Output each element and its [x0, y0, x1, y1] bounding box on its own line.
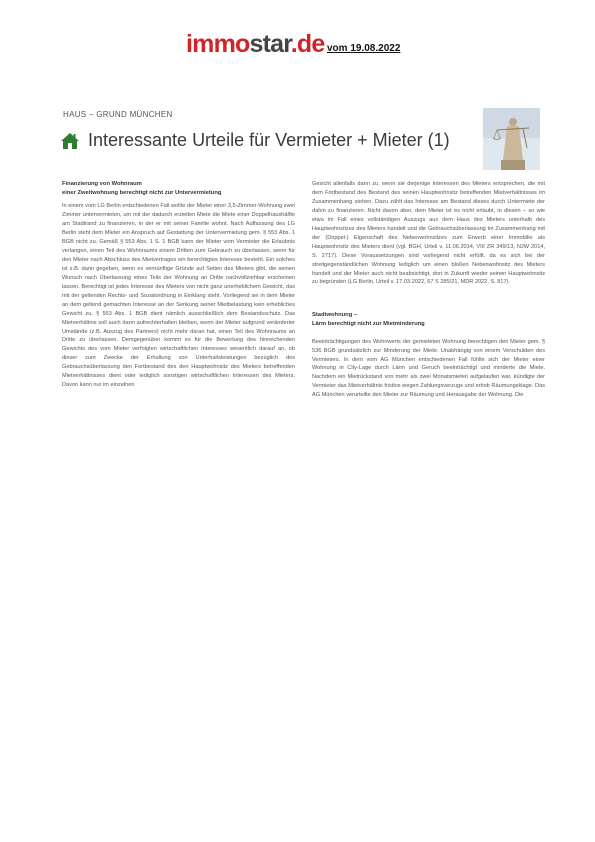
- article2-heading-line2: Lärm berechtigt nicht zur Mietminderung: [312, 321, 425, 328]
- article2-body: Beeinträchtigungen des Wohnwerts der gemieteten Wohnung berechtigen den Mieter gem. § 536 BGB grundsätzlich zur Minderung der Miete. Unabhängig von einem Verschulden des Vermieters. In dem vom AG München entschiedenen Fall fühlte sich der Mieter einer Wohnung in City-Lage durch Lärm und Geruch beeinträchtigt und minderte die Miete. Nachdem ein Mietrückstand von mehr als zwei Monatsmieten aufgelaufen war, kündigte der Vermieter das Mietverhältnis fristlos wegen Zahlungsverzugs und erhob Räumungsklage. Das AG München verurteilte den Mieter zur Räumung und Herausgabe der Wohnung. Die: [312, 338, 545, 399]
- immostar-logo: immostar.de: [186, 30, 325, 58]
- article1-heading-line1: Finanzierung von Wohnraum: [62, 181, 142, 187]
- title-row: [60, 130, 450, 151]
- article2-heading-line1: Stadtwohnung –: [312, 312, 358, 319]
- right-column: [312, 180, 545, 400]
- section-label: HAUS – GRUND MÜNCHEN: [63, 110, 173, 119]
- article1-heading-line2: einer Zweitwohnung berechtigt nicht zur Untervermietung: [62, 189, 222, 196]
- justitia-statue-image: [483, 108, 540, 170]
- left-column: [62, 180, 295, 390]
- article1-body-part2: Gesicht allenfalls dann zu, wenn sie derjenige Interessen des Mieters entsprechen, die mit dem Fortbestand des Bestand des seinen Hauptwohnsitz betreffenden Mietverhältnisses im Zusammenhang stehen. Dazu zählt das Interesse am Bestand dieses durch Untermiete der dahin zu finanzieren. Nicht davon aber, dem Mieter ist es nicht erlaubt, in diesen – so wie etwa im Fall eines vollständigen Auszugs aus dem Haus des Mieters unterhalb des Hauptwohnsitzes des Mieters handelt und die Gebrauchsüberlassung im Zusammenhang mit der (Doppel-) Eigenschaft des Nebenwohnsitzes zum Erwerb einer Immobilie als Hauptwohnsitz des Mieters dient (vgl. BGH, Urteil v. 11.06.2014, VIII ZR 349/13, NJW 2014, S. 2717). Diese Voraussetzungen sind vorliegend nicht erfüllt, da es sich bei der streitgegenständlichen Wohnung lediglich um einen bloßen Nebenwohnsitz des Mieters handelt und der Mieter auch nicht beabsichtigt, dort in Zukunft wieder seinen Hauptwohnsitz zu begründen (LG Berlin, Urteil v. 17.03.2022, 67 S 285/21, MDR 2022, S. 817).: [312, 181, 545, 286]
- house-icon: [60, 131, 80, 151]
- page-title: Interessante Urteile für Vermieter + Mieter (1): [88, 130, 450, 150]
- article1-body-part1: In einem vom LG Berlin entschiedenen Fall wollte der Mieter einer 3,5-Zimmer-Wohnung zwei Zimmer untervermieten, um mit der dadurch erzielten Miete die Miete einer Doppelhaushälfte am Stadtrand zu finanzieren, in der er mit seiner Familie wohnt. Nach Auffassung des LG Berlin steht dem Mieter ein Anspruch auf Gestattung der Untervermietung gem. § 553 Abs. 1 BGB nicht zu. Gemäß § 553 Abs. 1 S. 1 BGB kann der Mieter vom Vermieter die Erlaubnis verlangen, einen Teil des Wohnraums einem Dritten zum Gebrauch zu überlassen, wenn für den Mieter nach Abschluss des Mietvertrages ein berechtigtes Interesse besteht. Ein solches ist z.B. dann gegeben, wenn es vernünftige Gründe auf Seiten des Mieters gibt, die seinen Wunsch nach Überlassung eines Teils der Wohnung an Dritte nachvollziehbar erscheinen lassen. Berechtigt ist jedes Interesse des Mieters von nicht ganz unerheblichem Gewicht, das mit der geltenden Rechts- und Sozialordnung in Einklang steht. Vorliegend sei in dem Mieter an dem geltend gemachten Interesse an der Senkung seiner Mietbelastung kein erhebliches Gewicht zu. § 553 Abs. 1 BGB dient nämlich ausschließlich dem Bestandsschutz. Das Mietverhältnis soll auch dann aufrechterhalten bleiben, wenn der Mieter aufgrund veränderter Umstände (z.B. Auszug des Partners) nicht mehr daran hat, einen Teil des Wohnraums an Dritte zu überlassen. Demgegenüber kommt es für die Bewertung des hinreichenden Gewichts des vom Mieter verfolgten wirtschaftlichen Interesses wesentlich darauf an, ob dieser zum Zwecke der Erhaltung von Unterhaltsleistungen bezüglich des Gebrauchsüberlassung den Fortbestand des den Hauptwohnsitz des Mieters betreffenden Mietverhältnisses dient oder lediglich sonstigen wirtschaftlichen Interessen des Mieters. Davon kann nur im einzelnen: [62, 203, 295, 389]
- publication-date: vom 19.08.2022: [327, 43, 401, 54]
